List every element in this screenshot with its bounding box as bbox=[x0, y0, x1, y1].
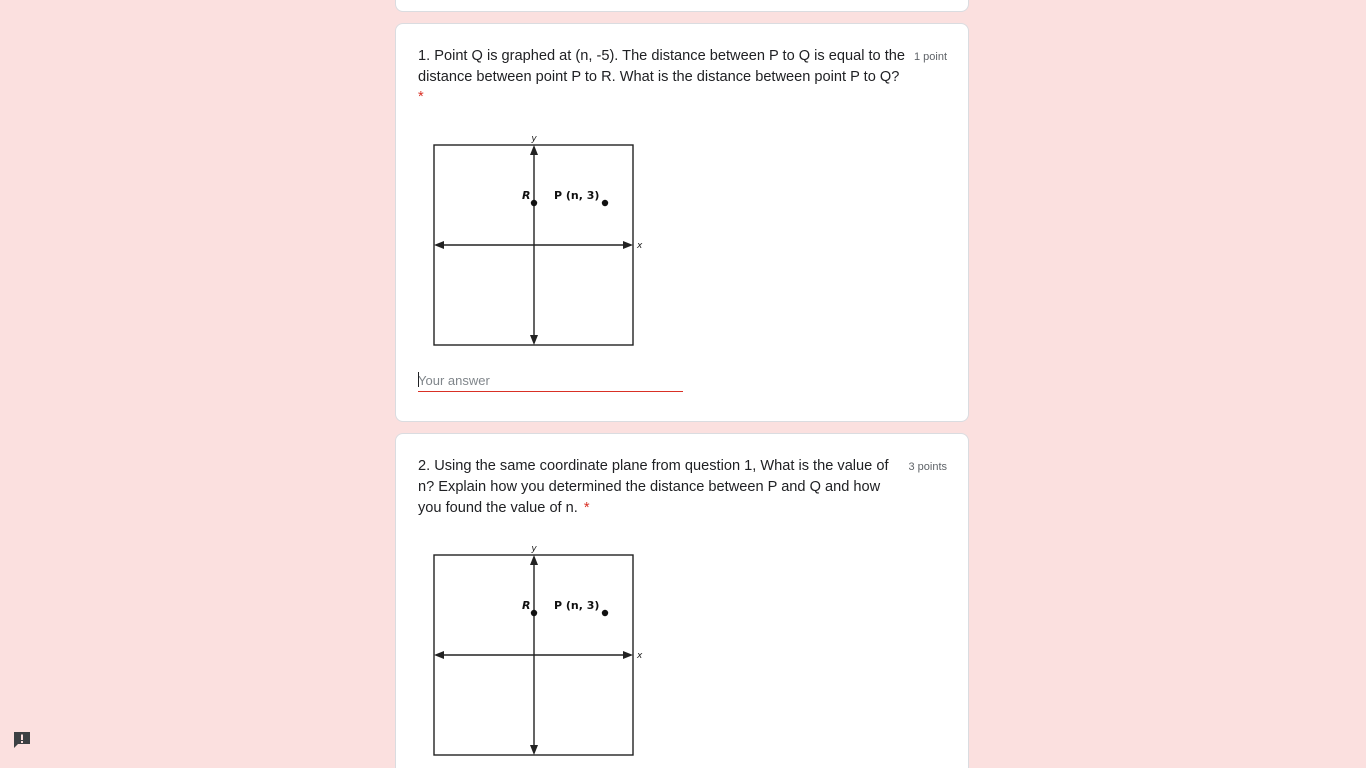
answer-input[interactable] bbox=[418, 370, 683, 390]
previous-card bbox=[395, 0, 969, 12]
required-asterisk: * bbox=[583, 500, 590, 516]
points-label: 1 point bbox=[913, 51, 947, 63]
point-r bbox=[531, 200, 537, 206]
question-card-2 bbox=[395, 433, 969, 768]
question-card-1 bbox=[395, 23, 969, 422]
question-title bbox=[418, 46, 908, 107]
point-r bbox=[531, 610, 537, 616]
point-r-label: R bbox=[522, 599, 531, 612]
x-axis-label: x bbox=[637, 651, 643, 661]
question-text: 2. Using the same coordinate plane from question 1, What is the value of n? Explain how you determined the distance between P and Q and how you found the value of n. bbox=[418, 458, 889, 516]
question-text: 1. Point Q is graphed at (n, -5). The distance between P to Q is equal to the distance between point P to R. What is the distance between point P to Q? bbox=[418, 48, 906, 85]
report-problem-icon[interactable] bbox=[12, 731, 32, 749]
point-p-label: P (n, 3) bbox=[554, 599, 600, 612]
point-p-label: P (n, 3) bbox=[554, 189, 600, 202]
y-axis-label: y bbox=[531, 544, 537, 554]
points-label: 3 points bbox=[908, 461, 947, 473]
x-axis-label: x bbox=[637, 241, 643, 251]
coordinate-plane-image bbox=[422, 130, 652, 350]
answer-field[interactable] bbox=[418, 370, 683, 392]
coordinate-plane-image bbox=[422, 540, 652, 760]
y-axis-label: y bbox=[531, 134, 537, 144]
point-p bbox=[602, 200, 608, 206]
required-asterisk: * bbox=[418, 89, 424, 105]
point-p bbox=[602, 610, 608, 616]
point-r-label: R bbox=[522, 189, 531, 202]
text-caret bbox=[418, 372, 419, 387]
question-title bbox=[418, 456, 890, 519]
